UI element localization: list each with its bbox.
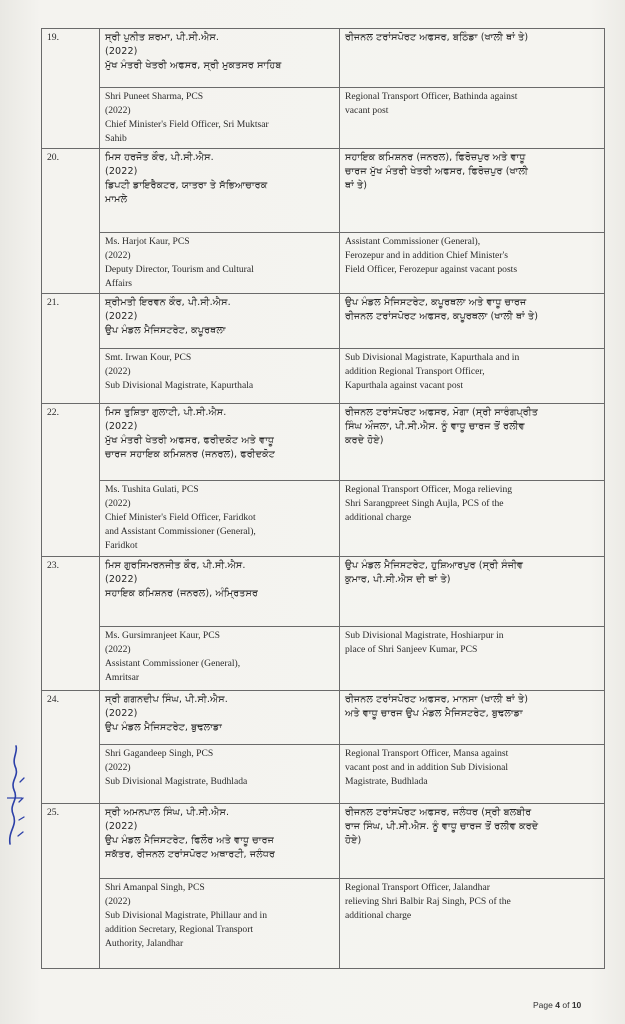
officer-name-english-line: (2022) [105,250,131,261]
posting-punjabi-line: ਥਾਂ ਤੇ) [345,180,368,191]
officer-name-punjabi-line: (2022) [105,421,138,432]
officer-name-english-line: Shri Puneet Sharma, PCS [105,91,204,102]
posting-punjabi-line: ਚਾਰਜ ਮੁੱਖ ਮੰਤਰੀ ਖੇਤਰੀ ਅਫਸਰ, ਫਿਰੋਜ਼ਪੁਰ (ਖਾਲੀ [345,166,528,177]
posting-english-line: additional charge [345,910,412,921]
officer-name-english [100,349,340,404]
officer-name-punjabi-line: ਮਿਸ ਹਰਜੋਤ ਕੌਰ, ਪੀ.ਸੀ.ਐਸ. [105,152,214,163]
officer-name-english-line: Sahib [105,133,127,144]
posting-english [340,627,605,691]
officer-name-english-line: (2022) [105,896,131,907]
officer-name-punjabi-line: ਉਪ ਮੰਡਲ ਮੈਜਿਸਟਰੇਟ, ਫਿਲੌਰ ਅਤੇ ਵਾਧੂ ਚਾਰਜ [105,835,275,846]
officer-name-english [100,879,340,969]
posting-punjabi [340,149,605,233]
posting-punjabi-line: ਸਹਾਇਕ ਕਮਿਸ਼ਨਰ (ਜਨਰਲ), ਫਿਰੋਜ਼ਪੁਰ ਅਤੇ ਵਾਧੂ [345,152,526,163]
officer-name-english-line: Assistant Commissioner (General), [105,658,241,669]
posting-punjabi-line: ਰੀਜਨਲ ਟਰਾਂਸਪੋਰਟ ਅਫਸਰ, ਮੋਗਾ (ਸ੍ਰੀ ਸਾਰੰਗਪ੍ਰੀਤ [345,407,538,418]
officer-name-english-line: Authority, Jalandhar [105,938,184,949]
officer-name-punjabi [100,804,340,879]
officer-name-english-line: and Assistant Commissioner (General), [105,526,256,537]
officer-name-english [100,233,340,294]
officer-name-english-line: Chief Minister's Field Officer, Faridkot [105,512,256,523]
officer-name-punjabi-line: ਮਿਸ ਗੁਰਸਿਮਰਨਜੀਤ ਕੌਰ, ਪੀ.ਸੀ.ਐਸ. [105,560,246,571]
officer-name-english-line: Ms. Gursimranjeet Kaur, PCS [105,630,220,641]
posting-english-line: Regional Transport Officer, Moga relieving [345,484,513,495]
officer-name-english-line: (2022) [105,366,131,377]
officer-name-punjabi [100,404,340,481]
officer-name-english-line: Sub Divisional Magistrate, Kapurthala [105,380,254,391]
posting-english-line: addition Regional Transport Officer, [345,366,485,377]
table-row-punjabi [42,691,605,745]
page-footer [533,1000,581,1010]
handwritten-margin-note [4,740,26,850]
posting-english [340,745,605,804]
officer-name-punjabi-line: ਮੁੱਖ ਮੰਤਰੀ ਖੇਤਰੀ ਅਫਸਰ, ਫਰੀਦਕੋਟ ਅਤੇ ਵਾਧੂ [105,435,275,446]
officer-name-punjabi-line: ਸ੍ਰੀ ਗਗਨਦੀਪ ਸਿੰਘ, ਪੀ.ਸੀ.ਐਸ. [105,694,228,705]
posting-punjabi-line: ਹੋਏ) [345,835,362,846]
posting-punjabi-line: ਰਾਜ ਸਿੰਘ, ਪੀ.ਸੀ.ਐਸ. ਨੂੰ ਵਾਧੂ ਚਾਰਜ ਤੋਂ ਰਲੀਵ ਕਰਦੇ [345,821,539,832]
table-row-punjabi [42,404,605,481]
officer-name-punjabi-line: (2022) [105,574,138,585]
officer-name-english-line: (2022) [105,762,131,773]
transfer-orders-table [41,28,605,969]
officer-name-punjabi-line: ਸ੍ਰੀ ਪੁਨੀਤ ਸ਼ਰਮਾ, ਪੀ.ਸੀ.ਐਸ. [105,32,220,43]
page-current: 4 [555,1000,560,1010]
officer-name-punjabi-line: ਸ਼੍ਰੀਮਤੀ ਇਰਵਨ ਕੌਰ, ਪੀ.ਸੀ.ਐਸ. [105,297,231,308]
posting-english-line: Regional Transport Officer, Mansa against [345,748,509,759]
posting-punjabi [340,804,605,879]
officer-name-punjabi-line: ਉਪ ਮੰਡਲ ਮੈਜਿਸਟਰੇਟ, ਬੁਢਲਾਡਾ [105,722,223,733]
serial-number: 21. [42,294,100,404]
table-row-punjabi [42,557,605,627]
page-total: 10 [571,1000,582,1010]
posting-punjabi-line: ਕਰਦੇ ਹੋਏ) [345,435,384,446]
officer-name-english-line: addition Secretary, Regional Transport [105,924,254,935]
officer-name-english-line: (2022) [105,644,131,655]
officer-name-punjabi [100,691,340,745]
table-row-punjabi [42,149,605,233]
officer-name-punjabi-line: (2022) [105,708,138,719]
officer-name-english-line: Shri Gagandeep Singh, PCS [105,748,214,759]
posting-english-line: place of Shri Sanjeev Kumar, PCS [345,644,478,655]
posting-english [340,349,605,404]
posting-english-line: Field Officer, Ferozepur against vacant posts [345,264,518,275]
table-row-english [42,879,605,969]
officer-name-punjabi [100,149,340,233]
officer-name-english-line: Ms. Harjot Kaur, PCS [105,236,190,247]
posting-english-line: Assistant Commissioner (General), [345,236,481,247]
posting-punjabi [340,294,605,349]
officer-name-english-line: Affairs [105,278,132,289]
posting-english-line: Magistrate, Budhlada [345,776,428,787]
officer-name-english-line: Chief Minister's Field Officer, Sri Muktsar [105,119,269,130]
officer-name-punjabi [100,29,340,88]
page-label: Page [533,1000,553,1010]
officer-name-english [100,745,340,804]
table-row-english [42,627,605,691]
posting-english [340,233,605,294]
officer-name-english-line: Deputy Director, Tourism and Cultural [105,264,254,275]
serial-number: 20. [42,149,100,294]
officer-name-english-line: Shri Amanpal Singh, PCS [105,882,205,893]
serial-number: 22. [42,404,100,557]
posting-english-line: additional charge [345,512,412,523]
posting-english-line: Kapurthala against vacant post [345,380,464,391]
officer-name-punjabi-line: ਸਕੱਤਰ, ਰੀਜਨਲ ਟਰਾਂਸਪੋਰਟ ਅਥਾਰਟੀ, ਜਲੰਧਰ [105,849,275,860]
officer-name-english-line: Sub Divisional Magistrate, Budhlada [105,776,248,787]
officer-name-punjabi-line: ਸਹਾਇਕ ਕਮਿਸ਼ਨਰ (ਜਨਰਲ), ਅੰਮ੍ਰਿਤਸਰ [105,588,259,599]
posting-english [340,481,605,557]
officer-name-punjabi-line: (2022) [105,166,138,177]
table-row-english [42,349,605,404]
posting-english-line: vacant post and in addition Sub Divisional [345,762,509,773]
officer-name-punjabi-line: ਡਿਪਟੀ ਡਾਇਰੈਕਟਰ, ਯਾਤਰਾ ਤੇ ਸੱਭਿਆਚਾਰਕ [105,180,268,191]
posting-english [340,879,605,969]
serial-number: 19. [42,29,100,149]
table-row-english [42,233,605,294]
officer-name-punjabi-line: ਮਾਮਲੇ [105,194,128,205]
posting-english-line: vacant post [345,105,389,116]
posting-punjabi-line: ਰੀਜਨਲ ਟਰਾਂਸਪੋਰਟ ਅਫਸਰ, ਮਾਨਸਾ (ਖਾਲੀ ਥਾਂ ਤੇ) [345,694,529,705]
posting-punjabi-line: ਕੁਮਾਰ, ਪੀ.ਸੀ.ਐਸ ਦੀ ਥਾਂ ਤੇ) [345,574,451,585]
posting-english-line: Ferozepur and in addition Chief Minister's [345,250,508,261]
officer-name-english-line: Amritsar [105,672,140,683]
posting-english-line: Sub Divisional Magistrate, Kapurthala and in [345,352,520,363]
serial-number: 25. [42,804,100,969]
posting-english-line: Sub Divisional Magistrate, Hoshiarpur in [345,630,504,641]
table-row-english [42,745,605,804]
table-row-english [42,88,605,149]
posting-punjabi [340,691,605,745]
serial-number: 24. [42,691,100,804]
posting-punjabi-line: ਅਤੇ ਵਾਧੂ ਚਾਰਜ ਉਪ ਮੰਡਲ ਮੈਜਿਸਟਰੇਟ, ਬੁਢਲਾਡਾ [345,708,523,719]
officer-name-english-line: Ms. Tushita Gulati, PCS [105,484,199,495]
officer-name-english-line: Sub Divisional Magistrate, Phillaur and in [105,910,268,921]
officer-name-punjabi-line: (2022) [105,311,138,322]
serial-number: 23. [42,557,100,691]
posting-english-line: Regional Transport Officer, Jalandhar [345,882,490,893]
posting-english [340,88,605,149]
table-row-punjabi [42,294,605,349]
officer-name-punjabi-line: ਸ੍ਰੀ ਅਮਨਪਾਲ ਸਿੰਘ, ਪੀ.ਸੀ.ਐਸ. [105,807,230,818]
officer-name-punjabi-line: ਮੁੱਖ ਮੰਤਰੀ ਖੇਤਰੀ ਅਫਸਰ, ਸ੍ਰੀ ਮੁਕਤਸਰ ਸਾਹਿਬ [105,60,282,71]
officer-name-punjabi-line: (2022) [105,821,138,832]
officer-name-punjabi-line: ਉਪ ਮੰਡਲ ਮੈਜਿਸਟਰੇਟ, ਕਪੂਰਥਲਾ [105,325,226,336]
posting-punjabi-line: ਰੀਜਨਲ ਟਰਾਂਸਪੋਰਟ ਅਫਸਰ, ਕਪੂਰਥਲਾ (ਖਾਲੀ ਥਾਂ ਤੇ) [345,311,539,322]
page-of-label: of [562,1000,570,1010]
table-row-punjabi [42,29,605,88]
posting-punjabi-line: ਉਪ ਮੰਡਲ ਮੈਜਿਸਟਰੇਟ, ਕਪੂਰਥਲਾ ਅਤੇ ਵਾਧੂ ਚਾਰਜ [345,297,527,308]
officer-name-punjabi [100,294,340,349]
posting-punjabi-line: ਰੀਜਨਲ ਟਰਾਂਸਪੋਰਟ ਅਫਸਰ, ਜਲੰਧਰ (ਸ੍ਰੀ ਬਲਬੀਰ [345,807,532,818]
posting-english-line: Shri Sarangpreet Singh Aujla, PCS of the [345,498,504,509]
posting-punjabi [340,557,605,627]
officer-name-english [100,481,340,557]
officer-name-punjabi-line: (2022) [105,46,138,57]
officer-name-punjabi [100,557,340,627]
posting-punjabi-line: ਰੀਜਨਲ ਟਰਾਂਸਪੋਰਟ ਅਫਸਰ, ਬਠਿੰਡਾ (ਖਾਲੀ ਥਾਂ ਤੇ) [345,32,529,43]
posting-punjabi-line: ਉਪ ਮੰਡਲ ਮੈਜਿਸਟਰੇਟ, ਹੁਸ਼ਿਆਰਪੁਰ (ਸ੍ਰੀ ਸੰਜੀਵ [345,560,524,571]
officer-name-punjabi-line: ਚਾਰਜ ਸਹਾਇਕ ਕਮਿਸ਼ਨਰ (ਜਨਰਲ), ਫਰੀਦਕੋਟ [105,449,275,460]
posting-english-line: Regional Transport Officer, Bathinda against [345,91,518,102]
posting-punjabi-line: ਸਿੰਘ ਔਜਲਾ, ਪੀ.ਸੀ.ਐਸ. ਨੂੰ ਵਾਧੂ ਚਾਰਜ ਤੋਂ ਰਲੀਵ [345,421,525,432]
posting-english-line: relieving Shri Balbir Raj Singh, PCS of the [345,896,511,907]
officer-name-english [100,627,340,691]
table-row-english [42,481,605,557]
officer-name-english-line: (2022) [105,498,131,509]
posting-punjabi [340,29,605,88]
officer-name-punjabi-line: ਮਿਸ ਤੁਸ਼ਿਤਾ ਗੁਲਾਟੀ, ਪੀ.ਸੀ.ਐਸ. [105,407,227,418]
officer-name-english-line: Faridkot [105,540,138,551]
posting-punjabi [340,404,605,481]
officer-name-english-line: Smt. Irwan Kour, PCS [105,352,192,363]
officer-name-english [100,88,340,149]
officer-name-english-line: (2022) [105,105,131,116]
table-row-punjabi [42,804,605,879]
